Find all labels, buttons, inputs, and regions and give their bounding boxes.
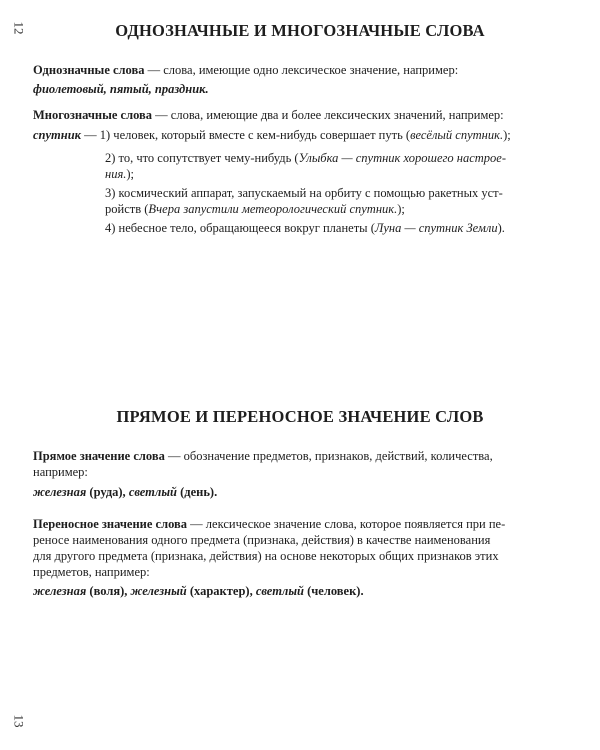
figurative-example-3-noun: (человек). [303,584,364,598]
multi-meaning-definition [33,107,563,123]
meaning-4-example: Луна — спутник Земли [374,221,498,235]
meaning-1-close: ); [503,128,511,142]
meaning-1 [33,127,563,143]
page-number-top: 12 [11,21,27,35]
figurative-meaning-definition [33,516,563,580]
figurative-line-4: предметов, например: [33,565,150,579]
direct-meaning-text-2: например: [33,465,88,479]
figurative-example-3: светлый [255,584,304,598]
direct-meaning-examples [33,484,563,500]
meaning-2-text: 2) то, что сопутствует чему-нибудь ( [105,151,299,165]
section-title-single-multi: ОДНОЗНАЧНЫЕ И МНОГОЗНАЧНЫЕ СЛОВА [115,21,485,40]
meaning-3-cont: ройств ( [105,202,149,216]
multi-meaning-term: Многозначные слова [33,108,153,122]
figurative-example-2-noun: (характер), [186,584,256,598]
meaning-1-text: — 1) человек, который вместе с кем-нибудь совершает путь ( [81,128,411,142]
direct-meaning-definition [33,448,563,480]
section-title-direct-figurative: ПРЯМОЕ И ПЕРЕНОСНОЕ ЗНАЧЕНИЕ СЛОВ [116,407,484,426]
direct-example-1-noun: (руда), [86,485,129,499]
meaning-4-text: 4) небесное тело, обращающееся вокруг планеты ( [105,221,375,235]
single-meaning-examples-text: фиолетовый, пятый, праздник. [33,82,209,96]
meaning-4 [105,220,565,236]
figurative-line-1: — лексическое значение слова, которое появляется при пе- [187,517,506,531]
single-meaning-text: — слова, имеющие одно лексическое значение, например: [144,63,459,77]
figurative-example-2: железный [130,584,187,598]
single-meaning-definition [33,62,563,78]
figurative-line-2: реносе наименования одного предмета (признака, действия) в качестве наименования [33,533,491,547]
meaning-3-close: ); [397,202,405,216]
meaning-4-close: ). [497,221,505,235]
direct-meaning-term: Прямое значение слова [33,449,165,463]
direct-meaning-text: — обозначение предметов, признаков, действий, количества, [164,449,493,463]
figurative-meaning-term: Переносное значение слова [33,517,188,531]
figurative-example-1-noun: (воля), [86,584,131,598]
single-meaning-term: Однозначные слова [33,63,145,77]
meaning-2-example: Улыбка — спутник хорошего настрое- [298,151,506,165]
direct-example-2-noun: (день). [176,485,218,499]
meaning-3-text: 3) космический аппарат, запускаемый на орбиту с помощью ракетных уст- [105,186,503,200]
example-word: спутник [33,128,81,142]
page-number-bottom: 13 [11,714,27,728]
meaning-2-example-cont: ния. [105,167,127,181]
direct-example-1: железная [33,485,87,499]
figurative-meaning-examples [33,583,563,599]
figurative-example-1: железная [33,584,87,598]
meaning-3 [105,185,565,217]
meaning-3-example: Вчера запустили метеорологический спутник. [148,202,398,216]
direct-example-2: светлый [128,485,177,499]
meaning-2 [105,150,565,182]
figurative-line-3: для другого предмета (признака, действия) на основе некоторых общих признаков этих [33,549,499,563]
multi-meaning-text: — слова, имеющие два и более лексических значений, например: [152,108,504,122]
single-meaning-examples [33,81,563,97]
meaning-1-example: весёлый спутник. [410,128,504,142]
meaning-2-close: ); [126,167,135,181]
